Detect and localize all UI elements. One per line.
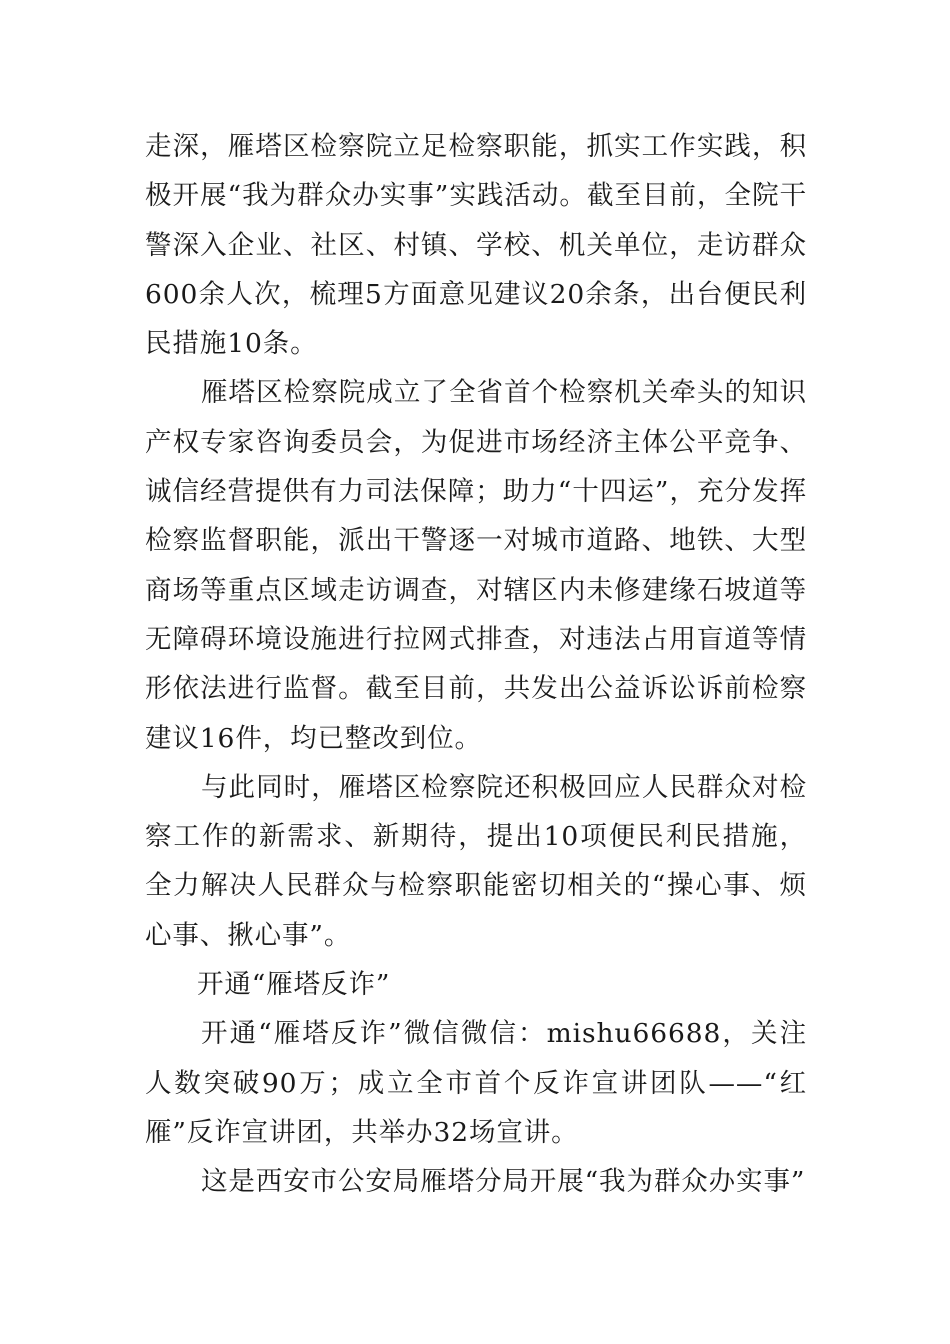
- paragraph-1: 走深，雁塔区检察院立足检察职能，抓实工作实践，积极开展“我为群众办实事”实践活动。截至目前，全院干警深入企业、社区、村镇、学校、机关单位，走访群众600余人次，梳理5方面意见建议20余条，出台便民利民措施10条。: [145, 131, 807, 360]
- paragraph-5: 开通“雁塔反诈”微信微信：mishu66688，关注人数突破90万；成立全市首个反诈宣讲团队——“红雁”反诈宣讲团，共举办32场宣讲。: [145, 1018, 807, 1148]
- paragraph-3: 与此同时，雁塔区检察院还积极回应人民群众对检察工作的新需求、新期待，提出10项便民利民措施，全力解决人民群众与检察职能密切相关的“操心事、烦心事、揪心事”。: [145, 771, 807, 951]
- section-subheading: 开通“雁塔反诈”: [197, 969, 391, 1001]
- document-body: [145, 122, 807, 1207]
- paragraph-6: 这是西安市公安局雁塔分局开展“我为群众办实事”: [201, 1166, 806, 1198]
- paragraph-2: 雁塔区检察院成立了全省首个检察机关牵头的知识产权专家咨询委员会，为促进市场经济主体公平竞争、诚信经营提供有力司法保障；助力“十四运”，充分发挥检察监督职能，派出干警逐一对城市道路、地铁、大型商场等重点区域走访调查，对辖区内未修建缘石坡道等无障碍环境设施进行拉网式排查，对违法占用盲道等情形依法进行监督。截至目前，共发出公益诉讼诉前检察建议16件，均已整改到位。: [145, 377, 807, 754]
